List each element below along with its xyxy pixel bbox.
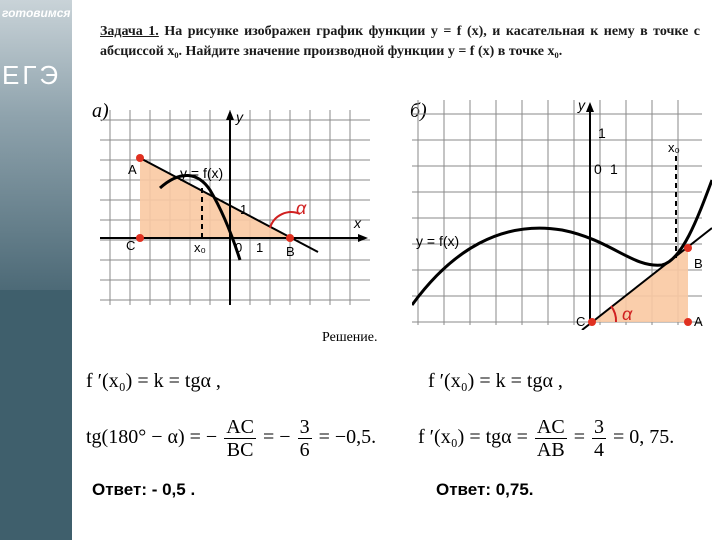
panel-b-point-A-label: A [694, 314, 703, 329]
panel-a-label: а) [92, 100, 109, 122]
answer-b: Ответ: 0,75. [436, 480, 534, 499]
solution-b-frac-num: AC [536, 416, 565, 438]
panel-b-point-C [588, 318, 596, 326]
solution-b-line2-start: f ′(x₀) = tgα = [418, 426, 528, 449]
solution-a-line2-mid: = − [263, 426, 291, 449]
brand-top-text: готовимся [2, 6, 71, 20]
task-body: На рисунке изображен график функции y = f (x), и касательная к нему в точке с абсциссой x₀. Найдите значение производной функции y = f (x) в точке x₀. [100, 24, 701, 59]
panel-b-tick-zero: 0 [594, 161, 602, 177]
panel-a-tick-zero: 0 [235, 240, 243, 255]
solution-b-line1 [428, 370, 563, 393]
panel-a-func-label: y = f(x) [180, 165, 224, 181]
panel-b-tick-y-one: 1 [598, 125, 606, 141]
panel-a-tick-x0: x₀ [194, 240, 206, 255]
panel-b-point-A [684, 318, 692, 326]
solution-a-line2-end: = −0,5. [318, 426, 377, 449]
panel-b-angle-label: α [622, 304, 633, 324]
solution-heading: Решение. [322, 330, 378, 345]
task-label: Задача 1. [100, 24, 159, 39]
panel-b-point-B-label: B [694, 256, 703, 271]
solution-b-frac-den: AB [536, 439, 565, 461]
solution-a-frac2-den: 6 [299, 439, 310, 461]
answer-a: Ответ: - 0,5 . [92, 480, 196, 499]
solution-b-frac2-den: 4 [594, 439, 604, 461]
solution-a-fraction-3-6 [298, 416, 312, 461]
solution-a-frac-num: AC [226, 416, 254, 438]
left-decoration [0, 0, 80, 290]
panel-b-tick-x-one: 1 [610, 161, 618, 177]
panel-a-axis-y-label: y [236, 110, 243, 125]
solution-a-line2 [86, 416, 376, 461]
panel-b-label: б) [410, 100, 427, 122]
panel-b-func-label: y = f(x) [416, 233, 460, 249]
panel-a-point-B [286, 234, 294, 242]
slide [72, 0, 720, 540]
panel-b-point-B [684, 244, 692, 252]
solution-a-line1 [86, 370, 221, 393]
panel-b-graph [412, 100, 712, 330]
solution-b-fraction-ac-ab [535, 416, 567, 461]
panel-a-point-C-label: C [126, 238, 136, 253]
solution-a-line2-start: tg(180° − α) = − [86, 426, 218, 449]
solution-a-fraction-ac-bc [224, 416, 256, 461]
solution-b-line1-text: f ′(x₀) = k = tgα , [428, 370, 563, 392]
panel-b-tick-x0: x₀ [668, 140, 680, 155]
panel-a-point-C [136, 234, 144, 242]
solution-a-frac2-num: 3 [299, 416, 310, 438]
solution-b-fraction-3-4 [592, 416, 606, 461]
panel-a-graph [100, 110, 380, 310]
panel-a-axis-x-label: x [354, 215, 361, 231]
solution-a-line1-text: f ′(x₀) = k = tgα , [86, 370, 221, 392]
solution-b-line2 [418, 416, 674, 461]
panel-b-point-C-label: C [576, 314, 586, 329]
panel-a-point-A-label: A [128, 162, 137, 177]
panel-a-point-A [136, 154, 144, 162]
panel-a-tick-x-one: 1 [256, 240, 264, 255]
task-statement [100, 22, 700, 62]
solution-b-line2-mid: = [573, 426, 585, 449]
brand-ege-text: ЕГЭ [2, 60, 62, 90]
solution-a-frac-den: BC [226, 439, 254, 461]
panel-b-axis-y-label: y [578, 100, 585, 113]
solution-b-line2-end: = 0, 75. [613, 426, 675, 449]
panel-a-point-B-label: B [286, 244, 295, 259]
panel-a-angle-label: α [296, 198, 307, 218]
panel-a-tick-y-one: 1 [240, 202, 248, 217]
solution-b-frac2-num: 3 [594, 416, 604, 438]
